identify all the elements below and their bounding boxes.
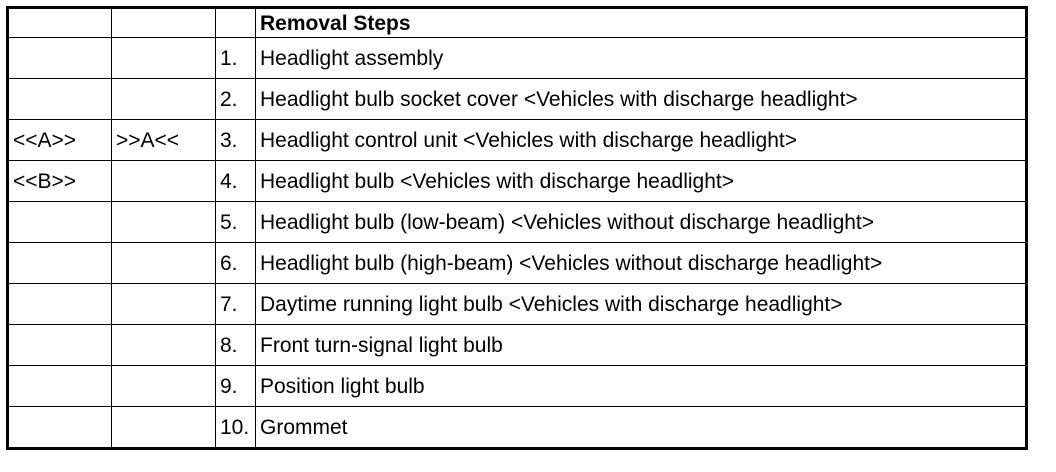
table-row [8,243,1027,284]
ref-a-cell [8,38,112,79]
step-description: Headlight bulb (high-beam) <Vehicles without discharge headlight> [256,243,1027,284]
header-cell-num [216,8,256,38]
step-number: 9. [216,366,256,407]
step-description: Grommet [256,407,1027,449]
step-description: Headlight assembly [256,38,1027,79]
removal-steps-title: Removal Steps [256,8,1027,38]
table-row [8,79,1027,120]
step-description: Headlight bulb socket cover <Vehicles with discharge headlight> [256,79,1027,120]
ref-a-cell [8,243,112,284]
ref-b-cell [112,38,216,79]
header-cell-b [112,8,216,38]
step-description: Front turn-signal light bulb [256,325,1027,366]
ref-a-cell: <<B>> [8,161,112,202]
ref-b-cell [112,284,216,325]
ref-a-cell [8,79,112,120]
header-cell-a [8,8,112,38]
ref-a-cell [8,366,112,407]
ref-a-cell: <<A>> [8,120,112,161]
step-number: 3. [216,120,256,161]
table-header-row [8,8,1027,38]
table-row [8,38,1027,79]
step-description: Daytime running light bulb <Vehicles with discharge headlight> [256,284,1027,325]
step-number: 1. [216,38,256,79]
ref-b-cell [112,407,216,449]
step-number: 2. [216,79,256,120]
ref-b-cell: >>A<< [112,120,216,161]
ref-b-cell [112,366,216,407]
ref-a-cell [8,202,112,243]
step-description: Headlight bulb (low-beam) <Vehicles without discharge headlight> [256,202,1027,243]
table-row [8,407,1027,449]
ref-b-cell [112,161,216,202]
step-number: 5. [216,202,256,243]
ref-a-cell [8,407,112,449]
step-number: 10. [216,407,256,449]
step-description: Position light bulb [256,366,1027,407]
table-row [8,161,1027,202]
ref-b-cell [112,243,216,284]
step-number: 8. [216,325,256,366]
step-number: 4. [216,161,256,202]
ref-b-cell [112,202,216,243]
table-row [8,120,1027,161]
table-row [8,284,1027,325]
step-description: Headlight control unit <Vehicles with discharge headlight> [256,120,1027,161]
removal-steps-table [6,6,1028,450]
table-row [8,325,1027,366]
ref-b-cell [112,79,216,120]
ref-a-cell [8,284,112,325]
ref-b-cell [112,325,216,366]
step-number: 7. [216,284,256,325]
step-number: 6. [216,243,256,284]
ref-a-cell [8,325,112,366]
table-row [8,366,1027,407]
table-row [8,202,1027,243]
step-description: Headlight bulb <Vehicles with discharge headlight> [256,161,1027,202]
